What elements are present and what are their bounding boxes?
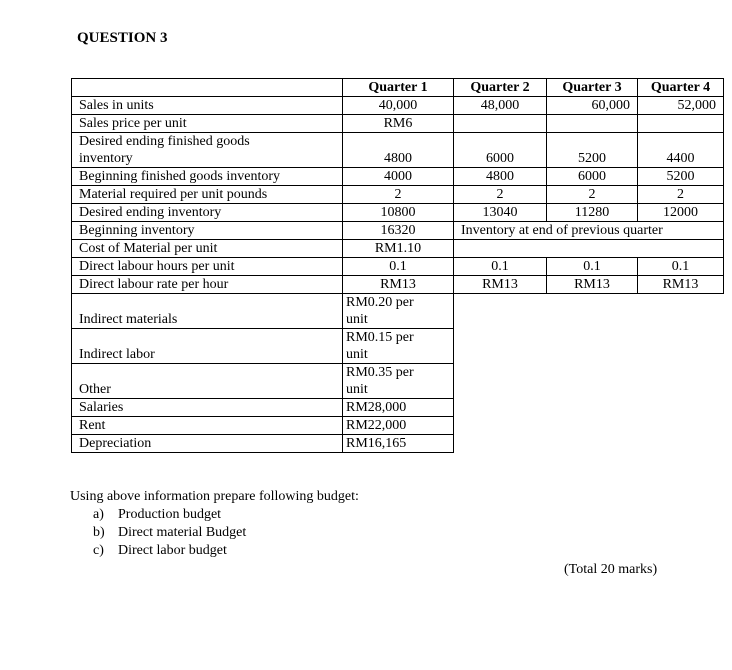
- table-row: [72, 258, 724, 276]
- row-label: Sales price per unit: [72, 115, 343, 133]
- table-row: [72, 294, 724, 329]
- cell-line: unit: [346, 382, 368, 397]
- cell-q1: 0.1: [343, 258, 454, 276]
- cell-line: RM0.15 per: [346, 330, 414, 345]
- row-label: Sales in units: [72, 97, 343, 115]
- cell-empty-span: [454, 240, 724, 258]
- cell-q1: 10800: [343, 204, 454, 222]
- cell-q4: 2: [638, 186, 724, 204]
- cell-q2: 2: [454, 186, 547, 204]
- table-row: [72, 364, 724, 399]
- list-text: Production budget: [118, 507, 222, 522]
- cell-line: RM0.35 per: [346, 365, 414, 380]
- cell-q1: RM22,000: [343, 417, 454, 435]
- table-row: [72, 240, 724, 258]
- table-row: [72, 168, 724, 186]
- beginning-inventory-note: Inventory at end of previous quarter: [454, 222, 724, 240]
- list-text: Direct material Budget: [118, 525, 247, 540]
- table-row: [72, 435, 724, 453]
- table-row: [72, 417, 724, 435]
- cell-line: unit: [346, 347, 368, 362]
- table-row: [72, 186, 724, 204]
- cell-q1: [343, 329, 454, 364]
- row-label: Beginning finished goods inventory: [72, 168, 343, 186]
- cell-q2: 13040: [454, 204, 547, 222]
- cell-q3: 2: [547, 186, 638, 204]
- question-title: QUESTION 3: [77, 30, 168, 46]
- cell-q1: 4800: [343, 133, 454, 168]
- header-quarter-2: Quarter 2: [454, 79, 547, 97]
- cell-q2: 6000: [454, 133, 547, 168]
- row-label: Rent: [72, 417, 343, 435]
- cell-q1: RM13: [343, 276, 454, 294]
- cell-q4: RM13: [638, 276, 724, 294]
- cell-q2: 0.1: [454, 258, 547, 276]
- budget-data-table: [71, 78, 724, 453]
- table-row: [72, 97, 724, 115]
- header-quarter-4: Quarter 4: [638, 79, 724, 97]
- instructions: [70, 488, 359, 560]
- table-row: [72, 204, 724, 222]
- header-empty-cell: [72, 79, 343, 97]
- list-marker: b): [93, 525, 105, 540]
- cell-q1: 4000: [343, 168, 454, 186]
- table-row: [72, 329, 724, 364]
- cell-q4: 52,000: [638, 97, 724, 115]
- row-label: Indirect labor: [72, 329, 343, 364]
- cell-q4: [638, 115, 724, 133]
- list-marker: a): [93, 507, 104, 522]
- header-quarter-1: Quarter 1: [343, 79, 454, 97]
- table-row: [72, 222, 724, 240]
- row-label: Depreciation: [72, 435, 343, 453]
- cell-q1: 40,000: [343, 97, 454, 115]
- cell-q3: 0.1: [547, 258, 638, 276]
- cell-q1: RM6: [343, 115, 454, 133]
- cell-q2: RM13: [454, 276, 547, 294]
- row-label: Direct labour hours per unit: [72, 258, 343, 276]
- list-item: [70, 542, 359, 560]
- list-item: [70, 524, 359, 542]
- cell-q1: [343, 294, 454, 329]
- cell-q1: RM28,000: [343, 399, 454, 417]
- cell-line: RM0.20 per: [346, 295, 414, 310]
- cell-q4: 4400: [638, 133, 724, 168]
- table-header-row: [72, 79, 724, 97]
- cell-q1: 16320: [343, 222, 454, 240]
- cell-q3: 60,000: [547, 97, 638, 115]
- row-label-line: Desired ending finished goods: [79, 134, 250, 149]
- header-quarter-3: Quarter 3: [547, 79, 638, 97]
- cell-line: unit: [346, 312, 368, 327]
- table-row: [72, 115, 724, 133]
- cell-q4: 5200: [638, 168, 724, 186]
- row-label: Direct labour rate per hour: [72, 276, 343, 294]
- cell-q3: 6000: [547, 168, 638, 186]
- cell-q1: 2: [343, 186, 454, 204]
- table-row: [72, 133, 724, 168]
- cell-q3: 5200: [547, 133, 638, 168]
- list-text: Direct labor budget: [118, 543, 227, 558]
- cell-q4: 0.1: [638, 258, 724, 276]
- cell-q3: RM13: [547, 276, 638, 294]
- row-label: Salaries: [72, 399, 343, 417]
- row-label: Other: [72, 364, 343, 399]
- row-label-line: inventory: [79, 151, 133, 166]
- cell-q1: RM1.10: [343, 240, 454, 258]
- total-marks: (Total 20 marks): [564, 562, 658, 577]
- budget-list: [70, 506, 359, 560]
- row-label: Material required per unit pounds: [72, 186, 343, 204]
- row-label: [72, 133, 343, 168]
- cell-q2: 48,000: [454, 97, 547, 115]
- instructions-intro: Using above information prepare following budget:: [70, 489, 359, 504]
- cell-q3: [547, 115, 638, 133]
- row-label: Desired ending inventory: [72, 204, 343, 222]
- cell-q4: 12000: [638, 204, 724, 222]
- cell-q1: [343, 364, 454, 399]
- row-label: Beginning inventory: [72, 222, 343, 240]
- list-marker: c): [93, 543, 104, 558]
- table-row: [72, 276, 724, 294]
- cell-q2: 4800: [454, 168, 547, 186]
- cell-q3: 11280: [547, 204, 638, 222]
- cell-q1: RM16,165: [343, 435, 454, 453]
- list-item: [70, 506, 359, 524]
- cell-q2: [454, 115, 547, 133]
- table-row: [72, 399, 724, 417]
- row-label: Cost of Material per unit: [72, 240, 343, 258]
- row-label: Indirect materials: [72, 294, 343, 329]
